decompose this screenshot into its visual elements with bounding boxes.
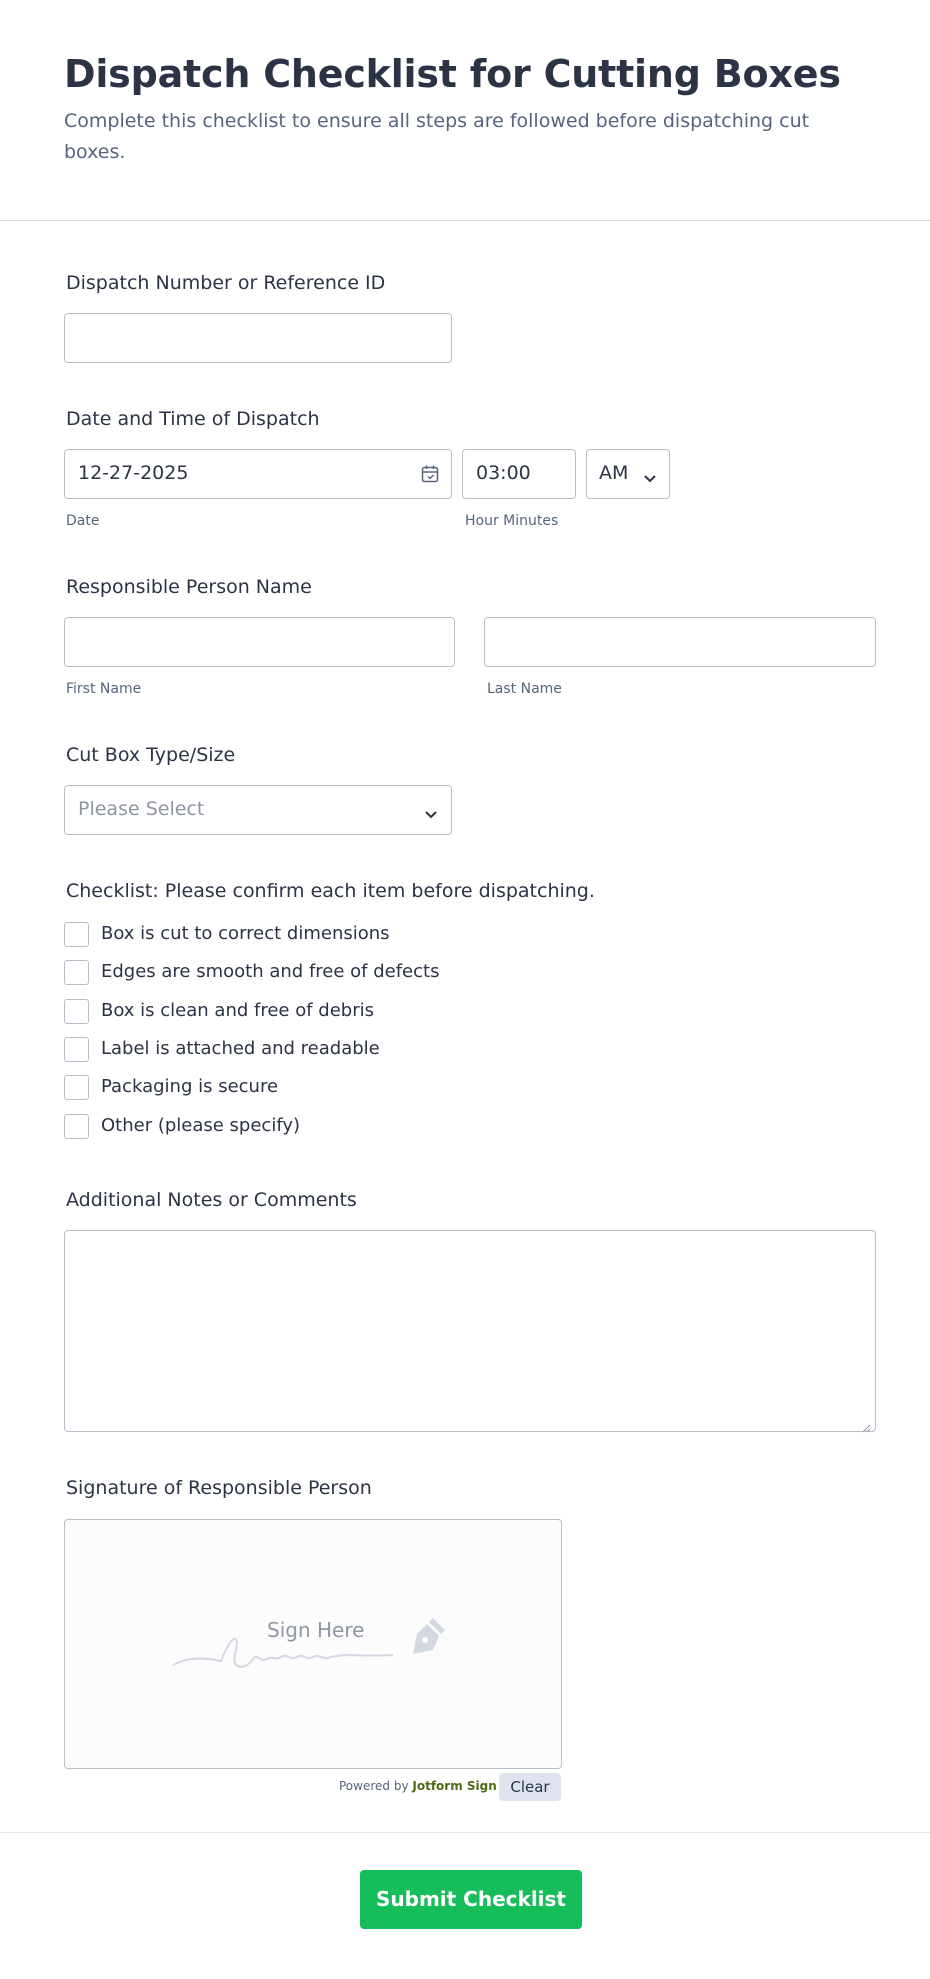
checklist-item-label: Box is clean and free of debris <box>101 1000 374 1021</box>
checklist-item-label: Box is cut to correct dimensions <box>101 923 390 944</box>
checklist-item-label: Edges are smooth and free of defects <box>101 961 440 982</box>
checklist-item-label: Other (please specify) <box>101 1115 301 1136</box>
checkbox[interactable] <box>64 1037 89 1062</box>
checklist-label: Checklist: Please confirm each item before dispatching. <box>66 880 595 902</box>
notes-textarea[interactable] <box>64 1230 876 1432</box>
page-title: Dispatch Checklist for Cutting Boxes <box>64 52 841 96</box>
checkbox[interactable] <box>64 999 89 1024</box>
time-input[interactable] <box>462 449 576 499</box>
first-name-sublabel: First Name <box>66 681 142 697</box>
checkbox[interactable] <box>64 960 89 985</box>
notes-label: Additional Notes or Comments <box>66 1189 357 1211</box>
date-input[interactable] <box>64 449 452 499</box>
datetime-label: Date and Time of Dispatch <box>66 408 320 430</box>
checkbox[interactable] <box>64 1114 89 1139</box>
powered-by-prefix: Powered by <box>339 1779 409 1793</box>
dispatch-number-input[interactable] <box>64 313 452 363</box>
last-name-input[interactable] <box>484 617 876 667</box>
dispatch-number-label: Dispatch Number or Reference ID <box>66 272 386 294</box>
ampm-value: AM <box>599 462 629 484</box>
responsible-name-label: Responsible Person Name <box>66 576 312 598</box>
signature-label: Signature of Responsible Person <box>66 1477 372 1499</box>
ampm-select[interactable] <box>586 449 670 499</box>
chevron-down-icon <box>424 805 438 815</box>
checkbox[interactable] <box>64 922 89 947</box>
first-name-input[interactable] <box>64 617 455 667</box>
resize-handle-icon[interactable] <box>862 1418 871 1427</box>
page-subtitle: Complete this checklist to ensure all steps are followed before dispatching cut boxes. <box>64 110 810 163</box>
signature-pad[interactable] <box>64 1519 562 1769</box>
checklist-item-label: Label is attached and readable <box>101 1038 380 1059</box>
checklist-item-label: Packaging is secure <box>101 1076 279 1097</box>
clear-signature-button[interactable]: Clear <box>499 1773 561 1801</box>
chevron-down-icon <box>643 469 657 479</box>
time-value: 03:00 <box>476 462 531 484</box>
date-sublabel: Date <box>66 513 100 529</box>
checkbox[interactable] <box>64 1075 89 1100</box>
powered-by <box>339 1779 497 1793</box>
sign-here-text: Sign Here <box>267 1618 365 1642</box>
box-type-select[interactable] <box>64 785 452 835</box>
last-name-sublabel: Last Name <box>487 681 562 697</box>
submit-button[interactable]: Submit Checklist <box>360 1870 582 1929</box>
calendar-icon[interactable] <box>420 464 440 484</box>
powered-by-brand[interactable]: Jotform Sign <box>412 1779 497 1793</box>
form-header <box>0 0 930 221</box>
box-type-placeholder: Please Select <box>78 798 205 820</box>
footer-divider <box>0 1832 930 1833</box>
date-value: 12-27-2025 <box>78 462 189 484</box>
pen-icon <box>407 1616 447 1656</box>
box-type-label: Cut Box Type/Size <box>66 744 236 766</box>
time-sublabel: Hour Minutes <box>465 513 559 529</box>
